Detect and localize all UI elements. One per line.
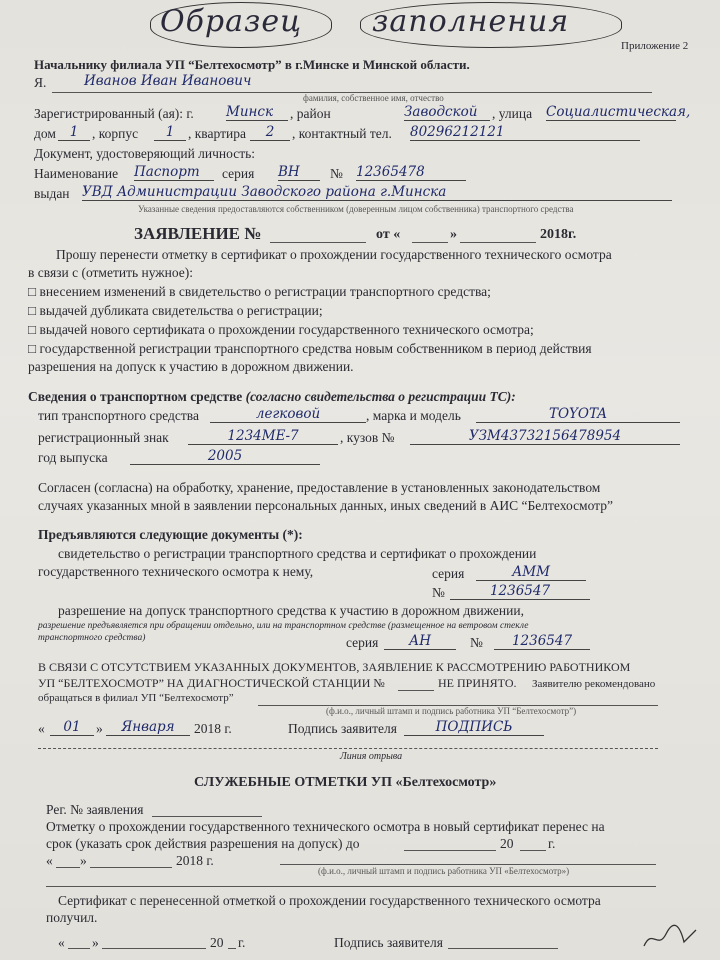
number-label: № [330,166,343,181]
bottom-day-line [68,948,90,949]
cert-series-label: серия [432,566,465,581]
option-changes[interactable] [28,284,491,300]
notice-line-1: В СВЯЗИ С ОТСУТСТВИЕМ УКАЗАННЫХ ДОКУМЕНТОВ, ЗАЯВЛЕНИЕ К РАССМОТРЕНИЮ РАБОТНИКОМ [38,660,631,674]
notice-line-2c: Заявителю рекомендовано [532,678,656,690]
street-value: Социалистическая, [546,104,691,120]
vehicle-type-value: легковой [210,406,366,423]
vehicle-heading [28,389,516,405]
brand-value: TOYOTA [476,406,680,423]
permit-note-2: транспортного средства) [38,633,146,643]
vehicle-type-label: тип транспортного средства [38,408,199,423]
phone-label: , контактный тел. [292,126,392,141]
checkbox-icon[interactable]: □ [28,303,37,318]
documents-line-2: государственного технического осмотра к нему, [38,564,314,579]
statement-title: ЗАЯВЛЕНИЕ № [134,224,262,243]
vehicle-heading-italic: (согласно свидетельства о регистрации ТС): [245,389,516,404]
service-line-2-year: 20 [500,836,514,851]
id-doc-label: Документ, удостоверяющий личность: [34,146,256,161]
checkbox-icon[interactable]: □ [28,341,37,356]
service-line-2: срок (указать срок действия разрешения на допуск) до [46,836,360,851]
phone-value: 80296212121 [410,124,640,141]
documents-heading: Предъявляются следующие документы (*): [38,527,303,542]
date-open: « [38,721,45,736]
applicant-prefix: Я. [34,75,47,90]
notice-caption: (ф.и.о., личный штамп и подпись работника УП “Белтехосмотр”) [326,706,577,716]
consent-line-2: случаях указанных мной в заявлении персональных данных, иных сведений в АИС “Белтехосмотр” [38,498,613,513]
korpus-value: 1 [154,124,186,141]
cert-series-value: АММ [476,564,586,581]
sample-word-2: заполнения [372,4,570,39]
number-value: 12365478 [356,164,466,181]
notice-line-3: обращаться в филиал УП “Белтехосмотр” [38,692,234,704]
bottom-year-line [228,948,236,949]
sample-word-1: Образец [160,4,303,39]
appendix-label: Приложение 2 [621,40,689,52]
district-label: , район [290,106,331,121]
addressee: Начальнику филиала УП “Белтехосмотр” в г.Минске и Минской области. [34,57,470,72]
permit-text: разрешение на допуск транспортного средства к участию в дорожном движении, [58,603,524,618]
reg-value: 1234МЕ-7 [188,428,338,445]
apt-label: , квартира [188,126,246,141]
date-month: Января [106,719,190,736]
date-day: 01 [50,719,94,736]
series-value: ВН [278,164,320,181]
service-caption: (ф.и.о., личный штамп и подпись работника УП «Белтехосмотр») [318,866,570,876]
service-day-line [56,867,80,868]
doc-name-value: Паспорт [134,164,214,181]
notice-line-2a: УП “БЕЛТЕХОСМОТР” НА ДИАГНОСТИЧЕСКОЙ СТАНЦИИ № [38,676,385,690]
checkbox-icon[interactable]: □ [28,284,37,299]
sign-value: ПОДПИСЬ [404,719,544,736]
notice-line-2b: НЕ ПРИНЯТО. [438,676,517,690]
option-cont: разрешения на допуск к участию в дорожном движении. [28,359,354,374]
option-label: выдачей нового сертификата о прохождении государственного технического осмотра; [39,322,534,337]
vehicle-heading-bold: Сведения о транспортном средстве [28,389,243,404]
reason-intro: в связи с (отметить нужное): [28,265,194,280]
city-value: Минск [226,104,288,121]
statement-quote: » [450,227,457,242]
service-reg-label: Рег. № заявления [46,802,144,817]
permit-note-1: разрешение предъявляется при обращении отдельно, или на транспортном средстве (размещенное на ветровом стекле [38,621,529,631]
owner-caption: Указанные сведения предоставляются собственником (доверенным лицом собственника) транспортного средства [138,204,574,214]
permit-series-label: серия [346,635,379,650]
year-value: 2005 [130,448,320,465]
house-label: дом [34,126,56,141]
service-line-1: Отметку о прохождении государственного технического осмотра в новый сертификат перенес на [46,819,605,834]
service-date-close: » [80,853,87,868]
applicant-name: Иванов Иван Иванович [84,73,252,89]
bottom-month-line [102,948,206,949]
checkbox-icon[interactable]: □ [28,322,37,337]
korpus-label: , корпус [92,126,139,141]
station-number-line [398,690,434,691]
statement-month-line [460,242,536,243]
option-label: выдачей дубликата свидетельства о регистрации; [39,303,323,318]
option-duplicate[interactable] [28,303,323,319]
service-reg-line [152,816,262,817]
permit-number-label: № [470,635,483,650]
service-line-2-g: г. [548,836,556,851]
option-new-owner[interactable] [28,341,592,357]
cut-line [38,748,658,749]
service-year-line [520,850,546,851]
service-until-line [404,850,496,851]
statement-from: от « [376,227,401,242]
service-cert-1: Сертификат с перенесенной отметкой о прохождении государственного технического осмотра [58,893,601,908]
name-caption: фамилия, собственное имя, отчество [303,93,444,103]
house-value: 1 [58,124,90,141]
request-text: Прошу перенести отметку в сертификат о прохождении государственного технического осмотра [56,247,612,262]
service-cert-2: получил. [46,910,98,925]
body-label: , кузов № [340,430,395,445]
cert-number-value: 1236547 [450,583,590,600]
bottom-date-open: « [58,935,65,950]
bottom-sign-line [448,948,558,949]
statement-year: 2018г. [540,227,577,242]
service-heading: СЛУЖЕБНЫЕ ОТМЕТКИ УП «Белтехосмотр» [194,775,497,790]
service-date-year: 2018 г. [176,853,214,868]
cut-line-label: Линия отрыва [340,751,403,762]
statement-number-line [270,242,366,243]
issued-value: УВД Администрации Заводского района г.Минска [82,184,672,201]
brand-label: , марка и модель [366,408,461,423]
service-date-open: « [46,853,53,868]
documents-line-1: свидетельство о регистрации транспортного средства и сертификат о прохождении [58,546,537,561]
district-value: Заводской [404,104,490,121]
cert-number-label: № [432,585,445,600]
registered-label: Зарегистрированный (ая): г. [34,106,194,121]
street-label: , улица [492,106,533,121]
issued-label: выдан [34,186,70,201]
bottom-date-close: » [92,935,99,950]
bottom-sign-label: Подпись заявителя [334,935,443,950]
option-label: внесением изменений в свидетельство о регистрации транспортного средства; [39,284,491,299]
year-label: год выпуска [38,450,108,465]
permit-number-value: 1236547 [494,633,590,650]
reg-label: регистрационный знак [38,430,169,445]
bottom-year: 20 [210,935,224,950]
option-label: государственной регистрации транспортного средства новым собственником в период действия [39,341,592,356]
apt-value: 2 [250,124,290,141]
date-year: 2018 г. [194,721,232,736]
option-new-cert[interactable] [28,322,534,338]
bottom-g: г. [238,935,246,950]
service-month-line [90,867,172,868]
doc-name-label: Наименование [34,166,119,181]
service-blank-line [46,886,656,887]
permit-series-value: АН [384,633,456,650]
service-worker-line [280,864,656,865]
series-label: серия [222,166,255,181]
consent-line-1: Согласен (согласна) на обработку, хранение, предоставление в установленных законодательством [38,480,601,495]
date-close: » [96,721,103,736]
body-value: УЗМ43732156478954 [410,428,680,445]
sign-label: Подпись заявителя [288,721,397,736]
statement-day-line [412,242,448,243]
signature-scribble-icon [640,922,700,952]
